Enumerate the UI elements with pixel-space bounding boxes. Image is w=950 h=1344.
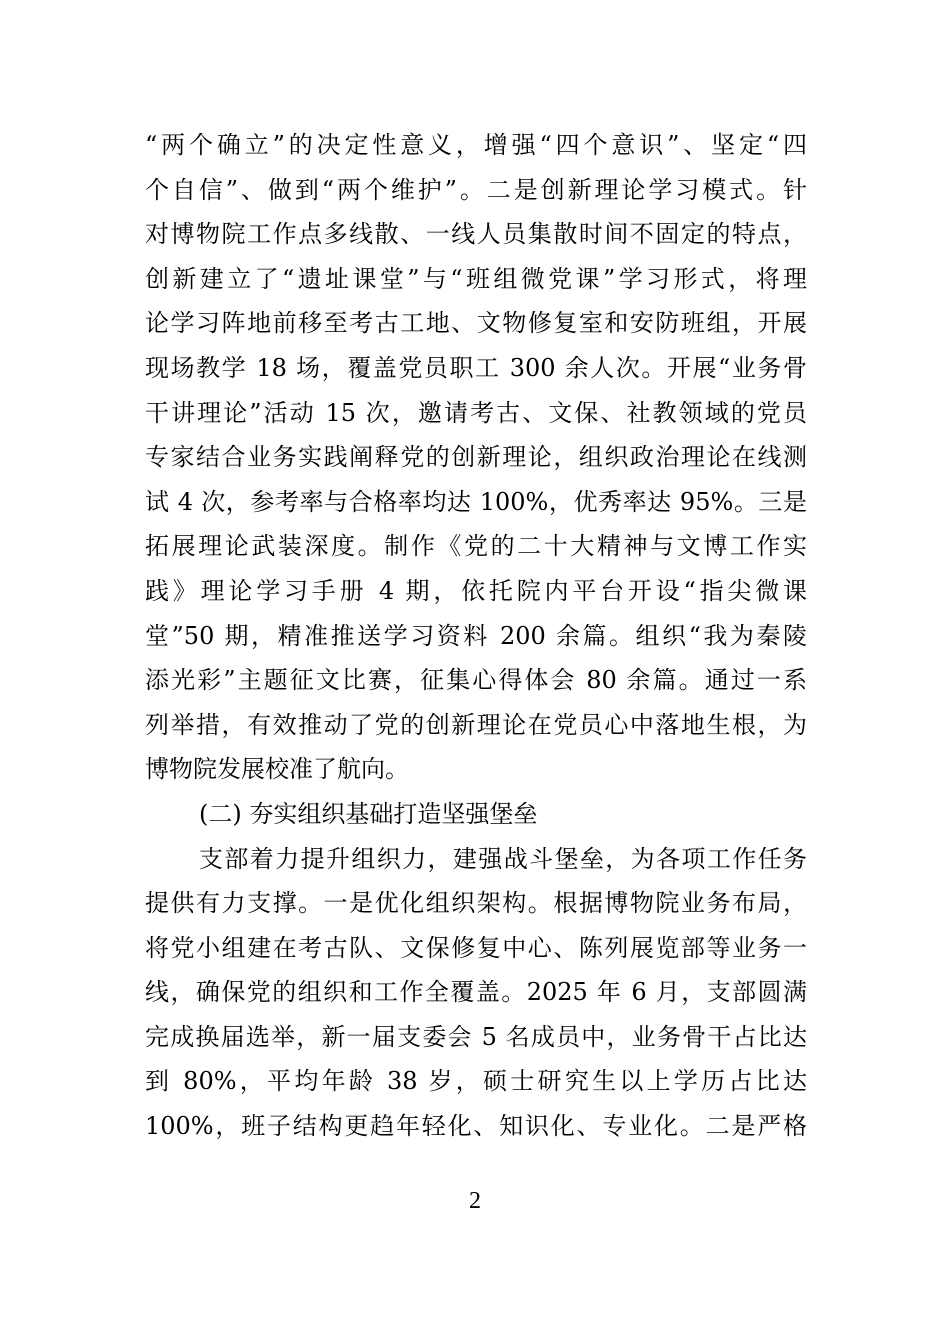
text-line: 到 80%，平均年龄 38 岁，硕士研究生以上学历占比达 xyxy=(145,1067,807,1096)
text-line: 列举措，有效推动了党的创新理论在党员心中落地生根，为 xyxy=(145,710,807,739)
text-line: 创新建立了“遗址课堂”与“班组微党课”学习形式，将理 xyxy=(145,264,807,293)
text-line: “两个确立”的决定性意义，增强“四个意识”、坚定“四 xyxy=(145,131,807,159)
text-line: 对博物院工作点多线散、一线人员集散时间不固定的特点， xyxy=(145,220,807,249)
page-number: 2 xyxy=(469,1188,481,1214)
text-line: 论学习阵地前移至考古工地、文物修复室和安防班组，开展 xyxy=(145,309,807,338)
text-line: 专家结合业务实践阐释党的创新理论，组织政治理论在线测 xyxy=(145,443,807,472)
text-line: 将党小组建在考古队、文保修复中心、陈列展览部等业务一 xyxy=(145,933,807,962)
text-line: 线，确保党的组织和工作全覆盖。2025 年 6 月，支部圆满 xyxy=(145,978,807,1007)
text-line: 现场教学 18 场，覆盖党员职工 300 余人次。开展“业务骨 xyxy=(145,353,807,382)
text-line: 堂”50 期，精准推送学习资料 200 余篇。组织“我为秦陵 xyxy=(145,621,807,650)
text-line: 拓展理论武装深度。制作《党的二十大精神与文博工作实 xyxy=(145,532,807,561)
text-line: 践》理论学习手册 4 期，依托院内平台开设“指尖微课 xyxy=(145,576,807,605)
text-line: 试 4 次，参考率与合格率均达 100%，优秀率达 95%。三是 xyxy=(145,487,807,516)
text-line: 完成换届选举，新一届支委会 5 名成员中，业务骨干占比达 xyxy=(145,1022,807,1051)
paragraph-end-line: 博物院发展校准了航向。 xyxy=(145,755,409,784)
text-line: 添光彩”主题征文比赛，征集心得体会 80 余篇。通过一系 xyxy=(145,666,807,695)
paragraph-first-line: 支部着力提升组织力，建强战斗堡垒，为各项工作任务 xyxy=(199,844,807,873)
text-line: 干讲理论”活动 15 次，邀请考古、文保、社教领域的党员 xyxy=(145,398,807,427)
body-text xyxy=(145,123,807,1149)
section-heading: (二) 夯实组织基础打造坚强堡垒 xyxy=(199,799,538,828)
text-line: 个自信”、做到“两个维护”。二是创新理论学习模式。针 xyxy=(145,175,807,204)
text-line: 100%，班子结构更趋年轻化、知识化、专业化。二是严格 xyxy=(145,1112,807,1141)
text-line: 提供有力支撑。一是优化组织架构。根据博物院业务布局， xyxy=(145,889,807,918)
